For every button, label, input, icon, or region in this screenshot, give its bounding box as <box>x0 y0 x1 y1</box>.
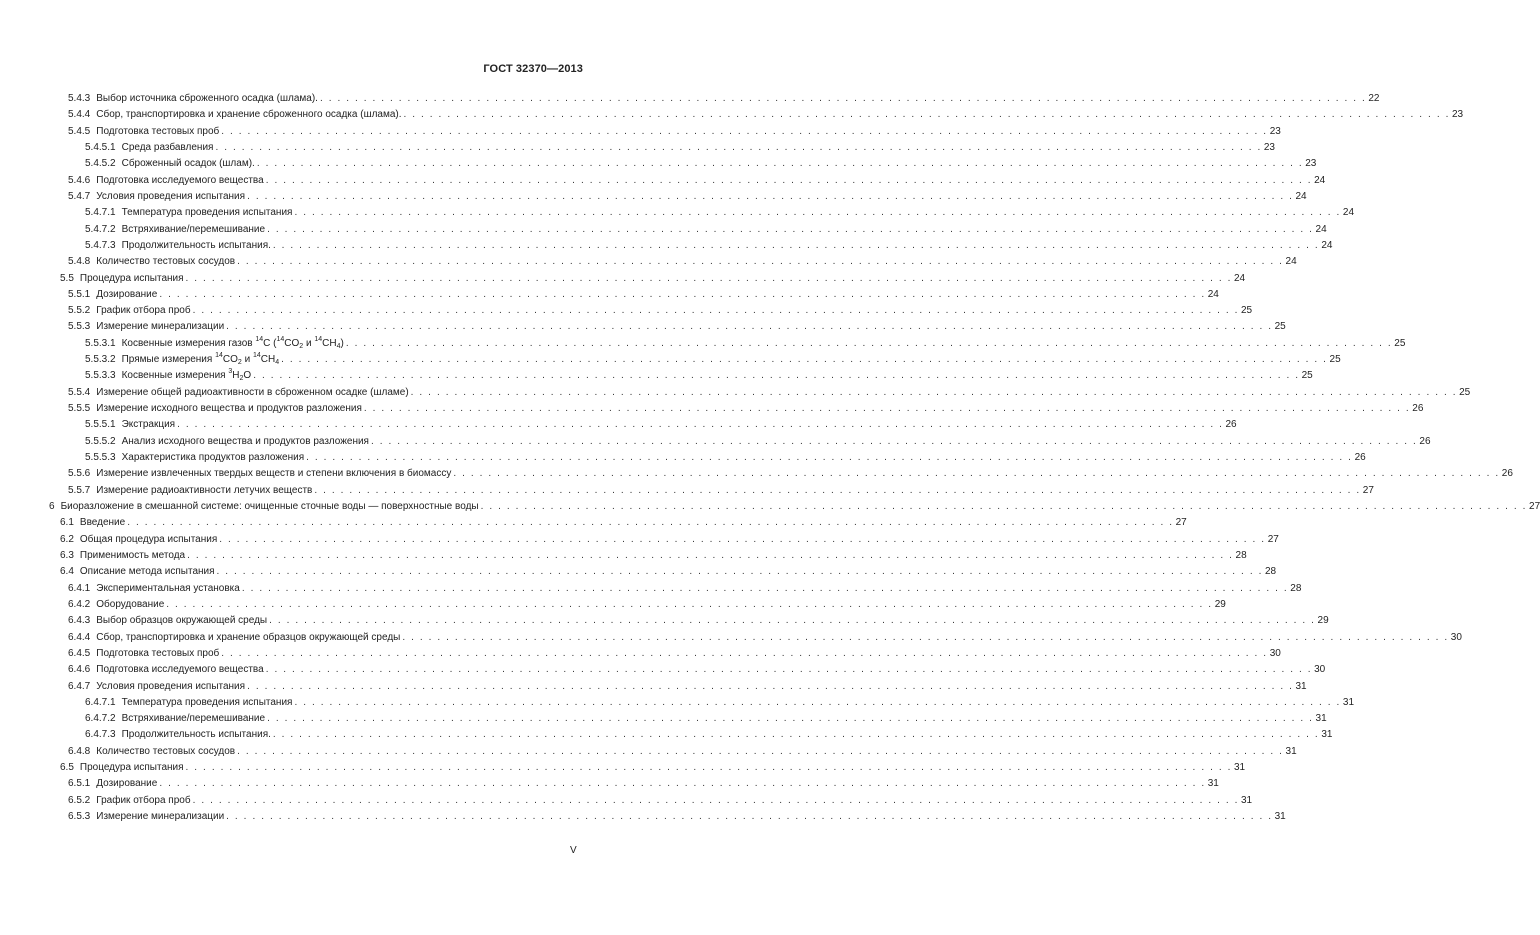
toc-entry[interactable] <box>60 548 1247 564</box>
toc-entry-title <box>85 352 279 368</box>
toc-leader-dots: . . . . . . . . . . . . . . . . . . . . . . . . . . . . . . . . . . . . . . . . . . . . . . . . . . . . . . . . . . . . . . . . . . . . . . . . . . . . . . . . . . . . . . . . . . . . . . . . . . . . . . . . . . . . . . . . . . . . . . . . <box>265 174 1313 186</box>
toc-leader-dots: . . . . . . . . . . . . . . . . . . . . . . . . . . . . . . . . . . . . . . . . . . . . . . . . . . . . . . . . . . . . . . . . . . . . . . . . . . . . . . . . . . . . . . . . . . . . . . . . . . . . . . . . . . . . . . . . . . . . . . . . <box>281 354 1328 366</box>
toc-entry-number: 5.5.3 <box>68 321 91 333</box>
toc-leader-dots: . . . . . . . . . . . . . . . . . . . . . . . . . . . . . . . . . . . . . . . . . . . . . . . . . . . . . . . . . . . . . . . . . . . . . . . . . . . . . . . . . . . . . . . . . . . . . . . . . . . . . . . . . . . . . . . . . . . . . . . . <box>256 158 1304 170</box>
toc-leader-dots: . . . . . . . . . . . . . . . . . . . . . . . . . . . . . . . . . . . . . . . . . . . . . . . . . . . . . . . . . . . . . . . . . . . . . . . . . . . . . . . . . . . . . . . . . . . . . . . . . . . . . . . . . . . . . . . . . . . . . . . . <box>237 745 1284 757</box>
toc-entry-number: 5.5.1 <box>68 288 91 300</box>
toc-entry[interactable] <box>68 630 1462 646</box>
toc-entry-page: 27 <box>1175 517 1187 529</box>
toc-entry-title <box>85 156 255 172</box>
toc-entry-title <box>68 776 157 792</box>
toc-entry-title <box>85 434 369 450</box>
toc-entry[interactable] <box>68 809 1286 825</box>
toc-entry[interactable] <box>68 91 1380 107</box>
toc-entry-page: 27 <box>1529 501 1540 512</box>
toc-leader-dots: . . . . . . . . . . . . . . . . . . . . . . . . . . . . . . . . . . . . . . . . . . . . . . . . . . . . . . . . . . . . . . . . . . . . . . . . . . . . . . . . . . . . . . . . . . . . . . . . . . . . . . . . . . . . . . . . . . . . . . . . <box>221 647 1268 659</box>
toc-entry-title <box>68 793 191 809</box>
toc-entry-page: 30 <box>1269 647 1281 659</box>
toc-leader-dots: . . . . . . . . . . . . . . . . . . . . . . . . . . . . . . . . . . . . . . . . . . . . . . . . . . . . . . . . . . . . . . . . . . . . . . . . . . . . . . . . . . . . . . . . . . . . . . . . . . . . . . . . . . . . . . . . . . . . . . . . <box>294 696 1341 708</box>
toc-entry-number: 6.5.1 <box>68 778 91 790</box>
toc-entry-page: 31 <box>1295 680 1307 692</box>
toc-entry-page: 25 <box>1274 321 1286 333</box>
toc-entry-number: 5.5 <box>60 272 74 284</box>
toc-entry-number: 5.5.2 <box>68 305 91 317</box>
toc-entry-title <box>68 630 400 646</box>
toc-entry-text: Сброженный осадок (шлам). <box>121 158 255 170</box>
toc-leader-dots: . . . . . . . . . . . . . . . . . . . . . . . . . . . . . . . . . . . . . . . . . . . . . . . . . . . . . . . . . . . . . . . . . . . . . . . . . . . . . . . . . . . . . . . . . . . . . . . . . . . . . . . . . . . . . . . . . . . . . . . . <box>219 533 1266 545</box>
toc-entry-page: 24 <box>1233 272 1246 284</box>
toc-entry[interactable] <box>85 205 1355 221</box>
toc-entry-title <box>85 336 344 352</box>
toc-entry-number: 5.4.6 <box>68 174 91 186</box>
toc-entry[interactable] <box>85 434 1431 450</box>
toc-entry-text: Условия проведения испытания <box>96 190 246 202</box>
toc-entry-text: Анализ исходного вещества и продуктов разложения <box>121 435 369 447</box>
toc-entry-title <box>85 711 265 727</box>
toc-entry-number: 5.4.5.1 <box>85 141 116 153</box>
toc-leader-dots: . . . . . . . . . . . . . . . . . . . . . . . . . . . . . . . . . . . . . . . . . . . . . . . . . . . . . . . . . . . . . . . . . . . . . . . . . . . . . . . . . . . . . . . . . . . . . . . . . . . . . . . . . . . . . . . . . . . . . . . . <box>247 680 1294 692</box>
toc-entry-text: Характеристика продуктов разложения <box>121 452 305 464</box>
toc-entry-number: 6.2 <box>60 533 74 545</box>
toc-leader-dots: . . . . . . . . . . . . . . . . . . . . . . . . . . . . . . . . . . . . . . . . . . . . . . . . . . . . . . . . . . . . . . . . . . . . . . . . . . . . . . . . . . . . . . . . . . . . . . . . . . . . . . . . . . . . . . . . . . . . . . . . <box>253 370 1300 382</box>
toc-entry-title <box>68 483 312 499</box>
toc-entry-number: 5.4.5.2 <box>85 158 116 170</box>
toc-entry-page: 31 <box>1241 794 1253 806</box>
toc-entry[interactable] <box>68 254 1297 270</box>
toc-entry[interactable] <box>85 156 1317 172</box>
toc-entry-number: 6.4.7.1 <box>85 696 116 708</box>
toc-leader-dots: . . . . . . . . . . . . . . . . . . . . . . . . . . . . . . . . . . . . . . . . . . . . . . . . . . . . . . . . . . . . . . . . . . . . . . . . . . . . . . . . . . . . . . . . . . . . . . . . . . . . . . . . . . . . . . . . . . . . . . . . <box>159 288 1206 300</box>
toc-entry-text: Биоразложение в смешанной системе: очищенные сточные воды — поверхностные воды <box>60 501 479 512</box>
toc-leader-dots: . . . . . . . . . . . . . . . . . . . . . . . . . . . . . . . . . . . . . . . . . . . . . . . . . . . . . . . . . . . . . . . . . . . . . . . . . . . . . . . . . . . . . . . . . . . . . . . . . . . . . . . . . . . . . . . . . . . . . . . . <box>267 223 1314 235</box>
superscript: 14 <box>255 335 264 343</box>
toc-entry[interactable] <box>85 727 1333 743</box>
toc-entry[interactable] <box>85 140 1275 156</box>
toc-entry-text: Температура проведения испытания <box>121 207 293 219</box>
toc-entry-number: 6.1 <box>60 517 74 529</box>
toc-entry-text: Подготовка исследуемого вещества <box>96 174 264 186</box>
toc-entry-title <box>68 646 219 662</box>
toc-entry[interactable] <box>68 401 1424 417</box>
toc-entry-title <box>85 205 292 221</box>
toc-leader-dots: . . . . . . . . . . . . . . . . . . . . . . . . . . . . . . . . . . . . . . . . . . . . . . . . . . . . . . . . . . . . . . . . . . . . . . . . . . . . . . . . . . . . . . . . . . . . . . . . . . . . . . . . . . . . . . . . . . . . . . . . <box>453 468 1500 480</box>
toc-entry[interactable] <box>68 173 1326 189</box>
toc-entry-number: 5.5.7 <box>68 484 91 496</box>
toc-leader-dots: . . . . . . . . . . . . . . . . . . . . . . . . . . . . . . . . . . . . . . . . . . . . . . . . . . . . . . . . . . . . . . . . . . . . . . . . . . . . . . . . . . . . . . . . . . . . . . . . . . . . . . . . . . . . . . . . . . . . . . . . <box>272 729 1320 741</box>
toc-entry[interactable] <box>60 532 1279 548</box>
toc-entry-number: 5.4.3 <box>68 93 91 104</box>
toc-entry-page: 29 <box>1214 598 1226 610</box>
toc-leader-dots: . . . . . . . . . . . . . . . . . . . . . . . . . . . . . . . . . . . . . . . . . . . . . . . . . . . . . . . . . . . . . . . . . . . . . . . . . . . . . . . . . . . . . . . . . . . . . . . . . . . . . . . . . . . . . . . . . . . . . . . . <box>226 321 1273 333</box>
toc-entry-title <box>49 499 479 515</box>
toc-entry-page: 27 <box>1267 533 1279 545</box>
toc-entry-text: Сбор, транспортировка и хранение сброженного осадка (шлама). <box>96 109 402 121</box>
toc-entry[interactable] <box>60 760 1246 776</box>
toc-leader-dots: . . . . . . . . . . . . . . . . . . . . . . . . . . . . . . . . . . . . . . . . . . . . . . . . . . . . . . . . . . . . . . . . . . . . . . . . . . . . . . . . . . . . . . . . . . . . . . . . . . . . . . . . . . . . . . . . . . . . . . . . <box>319 93 1367 104</box>
toc-entry-number: 6.4.4 <box>68 631 91 643</box>
toc-entry-page: 23 <box>1263 141 1275 153</box>
toc-entry-number: 6.4.8 <box>68 745 91 757</box>
toc-entry[interactable] <box>85 417 1237 433</box>
toc-entry-text: Общая процедура испытания <box>79 533 218 545</box>
toc-entry-text: Измерение извлеченных твердых веществ и степени включения в биомассу <box>96 468 452 480</box>
toc-entry-title <box>85 222 265 238</box>
toc-entry-number: 6.5.3 <box>68 811 91 823</box>
toc-entry[interactable] <box>68 793 1253 809</box>
toc-entry-title <box>85 368 251 384</box>
toc-entry-title <box>85 450 304 466</box>
toc-entry-title <box>85 695 292 711</box>
toc-entry-number: 5.4.7.1 <box>85 207 116 219</box>
toc-entry-number: 5.5.4 <box>68 386 91 398</box>
formula-text: CH <box>260 354 276 366</box>
toc-entry-text: Измерение минерализации <box>96 321 225 333</box>
toc-leader-dots: . . . . . . . . . . . . . . . . . . . . . . . . . . . . . . . . . . . . . . . . . . . . . . . . . . . . . . . . . . . . . . . . . . . . . . . . . . . . . . . . . . . . . . . . . . . . . . . . . . . . . . . . . . . . . . . . . . . . . . . . <box>480 501 1528 512</box>
toc-entry-title <box>85 727 271 743</box>
toc-entry-title <box>68 679 245 695</box>
toc-entry-page: 26 <box>1225 419 1237 431</box>
toc-entry-page: 25 <box>1329 354 1341 366</box>
formula-text: H <box>232 370 240 382</box>
toc-entry-text: Подготовка тестовых проб <box>96 125 220 137</box>
toc-entry-title <box>68 613 267 629</box>
toc-leader-dots: . . . . . . . . . . . . . . . . . . . . . . . . . . . . . . . . . . . . . . . . . . . . . . . . . . . . . . . . . . . . . . . . . . . . . . . . . . . . . . . . . . . . . . . . . . . . . . . . . . . . . . . . . . . . . . . . . . . . . . . . <box>306 452 1353 464</box>
toc-leader-dots: . . . . . . . . . . . . . . . . . . . . . . . . . . . . . . . . . . . . . . . . . . . . . . . . . . . . . . . . . . . . . . . . . . . . . . . . . . . . . . . . . . . . . . . . . . . . . . . . . . . . . . . . . . . . . . . . . . . . . . . . <box>247 190 1294 202</box>
toc-entry-text: Температура проведения испытания <box>121 696 293 708</box>
toc-entry[interactable] <box>85 335 1406 352</box>
toc-entry-number: 5.4.7 <box>68 190 91 202</box>
toc-entry-number: 6.4.6 <box>68 664 91 676</box>
toc-entry-text: Прямые измерения <box>121 354 213 366</box>
formula-text: CO <box>222 354 238 366</box>
toc-leader-dots: . . . . . . . . . . . . . . . . . . . . . . . . . . . . . . . . . . . . . . . . . . . . . . . . . . . . . . . . . . . . . . . . . . . . . . . . . . . . . . . . . . . . . . . . . . . . . . . . . . . . . . . . . . . . . . . . . . . . . . . . <box>294 207 1341 219</box>
toc-leader-dots: . . . . . . . . . . . . . . . . . . . . . . . . . . . . . . . . . . . . . . . . . . . . . . . . . . . . . . . . . . . . . . . . . . . . . . . . . . . . . . . . . . . . . . . . . . . . . . . . . . . . . . . . . . . . . . . . . . . . . . . . <box>269 615 1316 627</box>
toc-entry[interactable] <box>68 483 1374 499</box>
toc-entry-title <box>60 271 184 287</box>
toc-entry-text: График отбора проб <box>96 305 191 317</box>
toc-entry-number: 5.4.5 <box>68 125 91 137</box>
toc-entry[interactable] <box>68 319 1286 335</box>
toc-entry-page: 31 <box>1285 745 1297 757</box>
toc-entry-number: 6.4.3 <box>68 615 91 627</box>
toc-entry-title <box>60 548 185 564</box>
toc-entry-page: 31 <box>1342 696 1355 708</box>
toc-entry-text: Продолжительность испытания. <box>121 729 271 741</box>
toc-entry[interactable] <box>85 695 1355 711</box>
toc-entry-title <box>60 515 125 531</box>
toc-entry-page: 27 <box>1362 484 1374 496</box>
toc-entry-title <box>85 417 175 433</box>
toc-entry-page: 31 <box>1321 729 1333 741</box>
toc-entry-page: 25 <box>1241 305 1253 317</box>
toc-entry-text: Условия проведения испытания <box>96 680 246 692</box>
toc-entry-page: 23 <box>1305 158 1317 170</box>
toc-entry-page: 28 <box>1264 566 1277 578</box>
toc-leader-dots: . . . . . . . . . . . . . . . . . . . . . . . . . . . . . . . . . . . . . . . . . . . . . . . . . . . . . . . . . . . . . . . . . . . . . . . . . . . . . . . . . . . . . . . . . . . . . . . . . . . . . . . . . . . . . . . . . . . . . . . . <box>159 778 1206 790</box>
toc-leader-dots: . . . . . . . . . . . . . . . . . . . . . . . . . . . . . . . . . . . . . . . . . . . . . . . . . . . . . . . . . . . . . . . . . . . . . . . . . . . . . . . . . . . . . . . . . . . . . . . . . . . . . . . . . . . . . . . . . . . . . . . . <box>265 664 1313 676</box>
toc-leader-dots: . . . . . . . . . . . . . . . . . . . . . . . . . . . . . . . . . . . . . . . . . . . . . . . . . . . . . . . . . . . . . . . . . . . . . . . . . . . . . . . . . . . . . . . . . . . . . . . . . . . . . . . . . . . . . . . . . . . . . . . . <box>185 272 1232 284</box>
toc-leader-dots: . . . . . . . . . . . . . . . . . . . . . . . . . . . . . . . . . . . . . . . . . . . . . . . . . . . . . . . . . . . . . . . . . . . . . . . . . . . . . . . . . . . . . . . . . . . . . . . . . . . . . . . . . . . . . . . . . . . . . . . . <box>185 762 1232 774</box>
toc-entry-number: 6.5.2 <box>68 794 91 806</box>
toc-entry-title <box>68 303 191 319</box>
toc-entry-number: 6.4.7.3 <box>85 729 116 741</box>
toc-entry-title <box>68 124 219 140</box>
toc-entry-text: Сбор, транспортировка и хранение образцов окружающей среды <box>96 631 401 643</box>
toc-entry-page: 31 <box>1274 811 1286 823</box>
toc-entry[interactable] <box>68 662 1326 678</box>
superscript: 3 <box>228 368 233 376</box>
toc-entry-text: Измерение исходного вещества и продуктов разложения <box>96 403 362 415</box>
toc-entry-page: 25 <box>1301 370 1313 382</box>
toc-entry[interactable] <box>68 744 1297 760</box>
toc-entry[interactable] <box>85 711 1327 727</box>
toc-entry-text: Введение <box>79 517 126 529</box>
toc-entry-text: Продолжительность испытания. <box>121 239 271 251</box>
toc-entry[interactable] <box>85 238 1333 254</box>
subscript: 2 <box>237 359 242 367</box>
toc-leader-dots: . . . . . . . . . . . . . . . . . . . . . . . . . . . . . . . . . . . . . . . . . . . . . . . . . . . . . . . . . . . . . . . . . . . . . . . . . . . . . . . . . . . . . . . . . . . . . . . . . . . . . . . . . . . . . . . . . . . . . . . . <box>363 403 1411 415</box>
toc-leader-dots: . . . . . . . . . . . . . . . . . . . . . . . . . . . . . . . . . . . . . . . . . . . . . . . . . . . . . . . . . . . . . . . . . . . . . . . . . . . . . . . . . . . . . . . . . . . . . . . . . . . . . . . . . . . . . . . . . . . . . . . . <box>127 517 1174 529</box>
toc-entry[interactable] <box>68 189 1307 205</box>
toc-entry-text: Встряхивание/перемешивание <box>121 713 266 725</box>
toc-entry[interactable] <box>60 564 1277 580</box>
toc-entry-text: Измерение общей радиоактивности в сброженном осадке (шламе) <box>96 386 409 398</box>
toc-entry[interactable] <box>60 271 1246 287</box>
toc-entry-text: Процедура испытания <box>79 272 184 284</box>
toc-entry-number: 6.4.7.2 <box>85 713 116 725</box>
toc-entry[interactable] <box>68 646 1281 662</box>
toc-leader-dots: . . . . . . . . . . . . . . . . . . . . . . . . . . . . . . . . . . . . . . . . . . . . . . . . . . . . . . . . . . . . . . . . . . . . . . . . . . . . . . . . . . . . . . . . . . . . . . . . . . . . . . . . . . . . . . . . . . . . . . . . <box>216 566 1263 578</box>
toc-leader-dots: . . . . . . . . . . . . . . . . . . . . . . . . . . . . . . . . . . . . . . . . . . . . . . . . . . . . . . . . . . . . . . . . . . . . . . . . . . . . . . . . . . . . . . . . . . . . . . . . . . . . . . . . . . . . . . . . . . . . . . . . <box>221 125 1268 137</box>
toc-entry-title <box>68 254 235 270</box>
superscript: 14 <box>252 352 261 360</box>
toc-entry-page: 24 <box>1295 190 1307 202</box>
toc-entry-title <box>68 385 409 401</box>
toc-entry-page: 25 <box>1394 337 1406 349</box>
toc-entry-number: 5.5.5 <box>68 403 91 415</box>
toc-entry-number: 5.4.7.2 <box>85 223 116 235</box>
toc-entry-text: Среда разбавления <box>121 141 214 153</box>
toc-entry-title <box>85 238 271 254</box>
toc-entry-title <box>60 564 215 580</box>
toc-entry-number: 6.5 <box>60 762 74 774</box>
toc-entry-text: Описание метода испытания <box>79 566 215 578</box>
toc-leader-dots: . . . . . . . . . . . . . . . . . . . . . . . . . . . . . . . . . . . . . . . . . . . . . . . . . . . . . . . . . . . . . . . . . . . . . . . . . . . . . . . . . . . . . . . . . . . . . . . . . . . . . . . . . . . . . . . . . . . . . . . . <box>166 598 1213 610</box>
toc-entry-number: 5.4.8 <box>68 256 91 268</box>
toc-entry-page: 26 <box>1354 452 1366 464</box>
toc-leader-dots: . . . . . . . . . . . . . . . . . . . . . . . . . . . . . . . . . . . . . . . . . . . . . . . . . . . . . . . . . . . . . . . . . . . . . . . . . . . . . . . . . . . . . . . . . . . . . . . . . . . . . . . . . . . . . . . . . . . . . . . . <box>241 582 1289 594</box>
toc-entry[interactable] <box>68 466 1513 482</box>
toc-entry-text: Экстракция <box>121 419 176 431</box>
toc-entry-page: 29 <box>1317 615 1329 627</box>
toc-entry-text: Косвенные измерения газов <box>121 337 253 349</box>
toc-entry-page: 31 <box>1233 762 1246 774</box>
toc-entry-text: Выбор источника сброженного осадка (шлама). <box>96 93 318 104</box>
toc-leader-dots: . . . . . . . . . . . . . . . . . . . . . . . . . . . . . . . . . . . . . . . . . . . . . . . . . . . . . . . . . . . . . . . . . . . . . . . . . . . . . . . . . . . . . . . . . . . . . . . . . . . . . . . . . . . . . . . . . . . . . . . . <box>272 239 1320 251</box>
toc-entry[interactable] <box>68 613 1329 629</box>
formula-text: C ( <box>263 337 277 349</box>
toc-entry-title <box>60 760 184 776</box>
toc-leader-dots: . . . . . . . . . . . . . . . . . . . . . . . . . . . . . . . . . . . . . . . . . . . . . . . . . . . . . . . . . . . . . . . . . . . . . . . . . . . . . . . . . . . . . . . . . . . . . . . . . . . . . . . . . . . . . . . . . . . . . . . . <box>410 386 1458 398</box>
toc-entry[interactable] <box>68 597 1226 613</box>
toc-leader-dots: . . . . . . . . . . . . . . . . . . . . . . . . . . . . . . . . . . . . . . . . . . . . . . . . . . . . . . . . . . . . . . . . . . . . . . . . . . . . . . . . . . . . . . . . . . . . . . . . . . . . . . . . . . . . . . . . . . . . . . . . <box>192 794 1239 806</box>
toc-entry-text: Подготовка тестовых проб <box>96 647 220 659</box>
toc-leader-dots: . . . . . . . . . . . . . . . . . . . . . . . . . . . . . . . . . . . . . . . . . . . . . . . . . . . . . . . . . . . . . . . . . . . . . . . . . . . . . . . . . . . . . . . . . . . . . . . . . . . . . . . . . . . . . . . . . . . . . . . . <box>187 549 1234 561</box>
toc-entry-title <box>68 173 264 189</box>
toc-leader-dots: . . . . . . . . . . . . . . . . . . . . . . . . . . . . . . . . . . . . . . . . . . . . . . . . . . . . . . . . . . . . . . . . . . . . . . . . . . . . . . . . . . . . . . . . . . . . . . . . . . . . . . . . . . . . . . . . . . . . . . . . <box>345 337 1393 349</box>
toc-entry-text: Измерение минерализации <box>96 811 225 823</box>
toc-entry-page: 28 <box>1235 549 1247 561</box>
toc-entry-page: 26 <box>1412 403 1424 415</box>
subscript: 2 <box>299 342 304 350</box>
toc-entry-number: 5.5.3.2 <box>85 354 116 366</box>
page-number: V <box>570 845 577 856</box>
toc-entry-page: 24 <box>1314 174 1326 186</box>
toc-entry-text: Экспериментальная установка <box>96 582 240 594</box>
toc-entry-title <box>68 581 240 597</box>
toc-entry-page: 24 <box>1207 288 1219 300</box>
toc-entry-page: 30 <box>1450 631 1462 643</box>
toc-entry[interactable] <box>68 124 1281 140</box>
toc-leader-dots: . . . . . . . . . . . . . . . . . . . . . . . . . . . . . . . . . . . . . . . . . . . . . . . . . . . . . . . . . . . . . . . . . . . . . . . . . . . . . . . . . . . . . . . . . . . . . . . . . . . . . . . . . . . . . . . . . . . . . . . . <box>177 419 1224 431</box>
toc-leader-dots: . . . . . . . . . . . . . . . . . . . . . . . . . . . . . . . . . . . . . . . . . . . . . . . . . . . . . . . . . . . . . . . . . . . . . . . . . . . . . . . . . . . . . . . . . . . . . . . . . . . . . . . . . . . . . . . . . . . . . . . . <box>226 811 1273 823</box>
toc-entry[interactable] <box>68 581 1302 597</box>
superscript: 14 <box>215 352 223 360</box>
toc-entry[interactable] <box>85 222 1327 238</box>
toc-entry-title <box>68 744 235 760</box>
toc-leader-dots: . . . . . . . . . . . . . . . . . . . . . . . . . . . . . . . . . . . . . . . . . . . . . . . . . . . . . . . . . . . . . . . . . . . . . . . . . . . . . . . . . . . . . . . . . . . . . . . . . . . . . . . . . . . . . . . . . . . . . . . . <box>314 484 1361 496</box>
toc-entry-title <box>85 140 213 156</box>
toc-entry-number: 5.5.3.1 <box>85 337 116 349</box>
toc-entry[interactable] <box>85 368 1313 384</box>
toc-entry-number: 6.4.5 <box>68 647 91 659</box>
toc-entry-page: 30 <box>1314 664 1326 676</box>
document-code: ГОСТ 32370—2013 <box>483 63 583 75</box>
toc-entry-number: 5.4.7.3 <box>85 239 116 251</box>
toc-entry-title <box>68 809 224 825</box>
toc-entry[interactable] <box>68 385 1471 401</box>
toc-entry[interactable] <box>60 515 1187 531</box>
toc-entry[interactable] <box>68 679 1307 695</box>
toc-entry-page: 31 <box>1315 713 1327 725</box>
toc-entry-page: 26 <box>1419 435 1431 447</box>
superscript: 14 <box>276 335 285 343</box>
toc-entry-text: Количество тестовых сосудов <box>96 256 236 268</box>
toc-entry-page: 31 <box>1207 778 1219 790</box>
toc-entry-page: 24 <box>1315 223 1327 235</box>
subscript: 4 <box>275 359 280 367</box>
toc-entry-number: 6.4 <box>60 566 74 578</box>
toc-entry[interactable] <box>68 107 1464 123</box>
toc-leader-dots: . . . . . . . . . . . . . . . . . . . . . . . . . . . . . . . . . . . . . . . . . . . . . . . . . . . . . . . . . . . . . . . . . . . . . . . . . . . . . . . . . . . . . . . . . . . . . . . . . . . . . . . . . . . . . . . . . . . . . . . . <box>370 435 1418 447</box>
formula-text: и <box>241 354 253 366</box>
toc-entry-page: 24 <box>1342 207 1355 219</box>
toc-leader-dots: . . . . . . . . . . . . . . . . . . . . . . . . . . . . . . . . . . . . . . . . . . . . . . . . . . . . . . . . . . . . . . . . . . . . . . . . . . . . . . . . . . . . . . . . . . . . . . . . . . . . . . . . . . . . . . . . . . . . . . . . <box>267 713 1314 725</box>
toc-entry-title <box>68 401 362 417</box>
toc-entry-page: 26 <box>1501 468 1513 480</box>
toc-entry-number: 5.5.5.3 <box>85 452 116 464</box>
toc-entry-text: Измерение радиоактивности летучих веществ <box>96 484 313 496</box>
toc-entry[interactable] <box>68 303 1253 319</box>
toc-leader-dots: . . . . . . . . . . . . . . . . . . . . . . . . . . . . . . . . . . . . . . . . . . . . . . . . . . . . . . . . . . . . . . . . . . . . . . . . . . . . . . . . . . . . . . . . . . . . . . . . . . . . . . . . . . . . . . . . . . . . . . . . <box>403 109 1450 121</box>
toc-entry-number: 5.5.3.3 <box>85 370 116 382</box>
toc-leader-dots: . . . . . . . . . . . . . . . . . . . . . . . . . . . . . . . . . . . . . . . . . . . . . . . . . . . . . . . . . . . . . . . . . . . . . . . . . . . . . . . . . . . . . . . . . . . . . . . . . . . . . . . . . . . . . . . . . . . . . . . . <box>402 631 1449 643</box>
toc-entry-text: Косвенные измерения <box>121 370 226 382</box>
toc-entry-number: 6.4.7 <box>68 680 91 692</box>
toc-entry-number: 5.5.5.2 <box>85 435 116 447</box>
toc-entry-title <box>68 319 224 335</box>
toc-entry[interactable] <box>85 352 1341 368</box>
toc-entry-number: 5.5.5.1 <box>85 419 116 431</box>
toc-leader-dots: . . . . . . . . . . . . . . . . . . . . . . . . . . . . . . . . . . . . . . . . . . . . . . . . . . . . . . . . . . . . . . . . . . . . . . . . . . . . . . . . . . . . . . . . . . . . . . . . . . . . . . . . . . . . . . . . . . . . . . . . <box>237 256 1284 268</box>
toc-entry[interactable] <box>85 450 1366 466</box>
formula-text: CH <box>322 337 337 349</box>
toc-entry-number: 6 <box>49 501 55 512</box>
toc-entry-number: 6.4.1 <box>68 582 91 594</box>
toc-entry-title <box>60 532 217 548</box>
formula-text: ) <box>340 337 344 349</box>
toc-entry-page: 24 <box>1321 239 1333 251</box>
subscript: 2 <box>239 375 244 383</box>
subscript: 4 <box>336 342 341 350</box>
toc-entry-text: Применимость метода <box>79 549 186 561</box>
formula-text: CO <box>284 337 300 349</box>
toc-leader-dots: . . . . . . . . . . . . . . . . . . . . . . . . . . . . . . . . . . . . . . . . . . . . . . . . . . . . . . . . . . . . . . . . . . . . . . . . . . . . . . . . . . . . . . . . . . . . . . . . . . . . . . . . . . . . . . . . . . . . . . . . <box>215 141 1262 153</box>
toc-entry-number: 6.3 <box>60 549 74 561</box>
superscript: 14 <box>314 335 323 343</box>
toc-entry-text: Процедура испытания <box>79 762 184 774</box>
toc-entry[interactable] <box>68 776 1219 792</box>
toc-entry-title <box>68 91 318 107</box>
toc-entry-text: Выбор образцов окружающей среды <box>96 615 268 627</box>
formula-text: O <box>243 370 252 382</box>
toc-entry[interactable] <box>49 499 1540 515</box>
toc-entry-title <box>68 662 264 678</box>
toc-entry-page: 25 <box>1459 386 1471 398</box>
toc-entry-title <box>68 107 402 123</box>
toc-entry-title <box>68 466 451 482</box>
toc-entry-page: 28 <box>1290 582 1302 594</box>
toc-entry-page: 24 <box>1285 256 1297 268</box>
formula-text: и <box>303 337 315 349</box>
toc-entry-text: Подготовка исследуемого вещества <box>96 664 264 676</box>
toc-entry-text: График отбора проб <box>96 794 191 806</box>
toc-entry-text: Оборудование <box>96 598 165 610</box>
toc-entry-page: 22 <box>1368 93 1380 104</box>
toc-entry-page: 23 <box>1451 109 1464 121</box>
toc-entry-number: 5.5.6 <box>68 468 91 480</box>
toc-entry-number: 5.4.4 <box>68 109 91 121</box>
toc-entry-page: 23 <box>1269 125 1281 137</box>
toc-entry-text: Дозирование <box>96 778 158 790</box>
toc-entry-title <box>68 597 164 613</box>
toc-entry[interactable] <box>68 287 1219 303</box>
toc-entry-text: Встряхивание/перемешивание <box>121 223 266 235</box>
toc-entry-title <box>68 189 245 205</box>
toc-leader-dots: . . . . . . . . . . . . . . . . . . . . . . . . . . . . . . . . . . . . . . . . . . . . . . . . . . . . . . . . . . . . . . . . . . . . . . . . . . . . . . . . . . . . . . . . . . . . . . . . . . . . . . . . . . . . . . . . . . . . . . . . <box>192 305 1239 317</box>
toc-entry-text: Количество тестовых сосудов <box>96 745 236 757</box>
toc-entry-text: Дозирование <box>96 288 158 300</box>
toc-entry-number: 6.4.2 <box>68 598 91 610</box>
toc-entry-title <box>68 287 157 303</box>
